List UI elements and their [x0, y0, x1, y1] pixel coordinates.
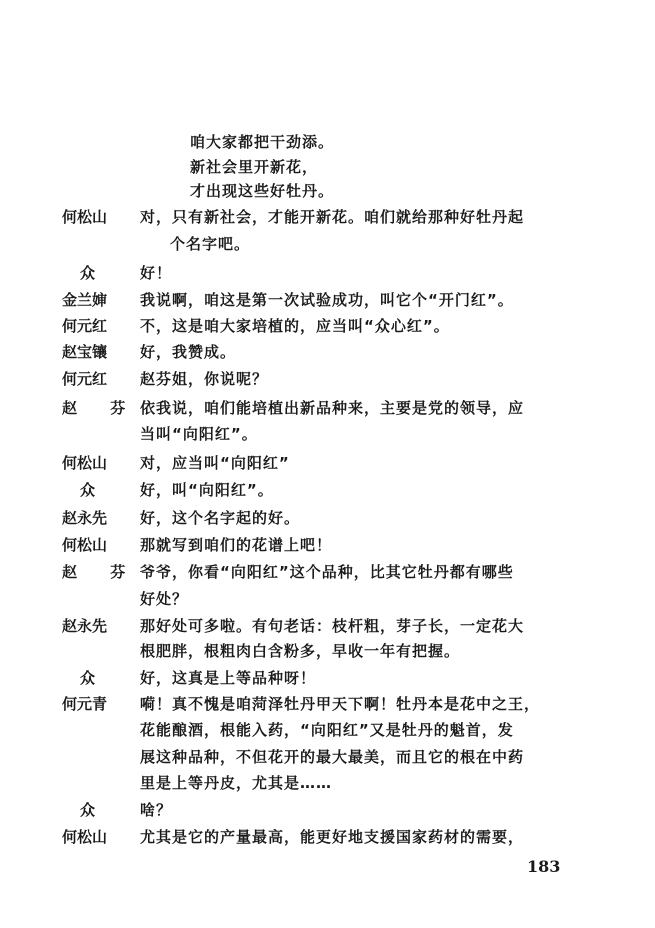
- dialogue-line: 啥？: [140, 801, 173, 819]
- dialogue-line: 我说啊，咱这是第一次试验成功，叫它个“开门红”。: [140, 291, 514, 309]
- speaker-name: 何元红: [62, 370, 108, 388]
- page-number: 183: [527, 857, 561, 876]
- speaker-name: 赵 芬: [62, 563, 140, 581]
- speaker-name: 何松山: [62, 536, 108, 554]
- dialogue-line: 依我说，咱们能培植出新品种来，主要是党的领导，应: [140, 399, 525, 417]
- speaker-name: 何松山: [62, 828, 108, 846]
- verse-line: 咱大家都把干劲添。: [190, 133, 335, 151]
- verse-line: 才出现这些好牡丹。: [190, 182, 335, 200]
- verse-line: 新社会里开新花，: [190, 158, 319, 176]
- speaker-name: 何松山: [62, 454, 108, 472]
- dialogue-line: 尤其是它的产量最高，能更好地支援国家药材的需要，: [140, 828, 525, 846]
- dialogue-line: 当叫“向阳红”。: [140, 425, 258, 443]
- speaker-name: 赵永先: [62, 509, 108, 527]
- dialogue-line: 好！: [140, 264, 173, 282]
- dialogue-line: 展这种品种，不但花开的最大最美，而且它的根在中药: [140, 748, 525, 766]
- dialogue-line: 嗬！真不愧是咱菏泽牡丹甲天下啊！牡丹本是花中之王，: [140, 695, 541, 713]
- dialogue-line: 对，只有新社会，才能开新花。咱们就给那种好牡丹起: [140, 208, 525, 226]
- speaker-name: 金兰婶: [62, 291, 108, 309]
- dialogue-line: 根肥胖，根粗肉白含粉多，早收一年有把握。: [140, 642, 461, 660]
- speaker-name: 众: [80, 264, 96, 282]
- dialogue-line: 花能酿酒，根能入药，“向阳红”又是牡丹的魁首，发: [140, 721, 514, 739]
- speaker-name: 众: [80, 801, 96, 819]
- speaker-name: 众: [80, 669, 96, 687]
- dialogue-line: 爷爷，你看“向阳红”这个品种，比其它牡丹都有哪些: [140, 563, 514, 581]
- dialogue-line: 好处？: [140, 590, 189, 608]
- speaker-name: 赵宝镶: [62, 343, 108, 361]
- speaker-name: 何松山: [62, 208, 108, 226]
- dialogue-line: 不，这是咱大家培植的，应当叫“众心红”。: [140, 317, 450, 335]
- dialogue-line: 好，叫“向阳红”。: [140, 481, 274, 499]
- speaker-name: 何元红: [62, 317, 108, 335]
- speaker-name: 何元青: [62, 695, 108, 713]
- dialogue-line: 好，这真是上等品种呀！: [140, 669, 317, 687]
- dialogue-line: 好，我赞成。: [140, 343, 237, 361]
- dialogue-line: 好，这个名字起的好。: [140, 509, 301, 527]
- dialogue-line: 那好处可多啦。有句老话：枝杆粗，芽子长，一定花大: [140, 617, 525, 635]
- dialogue-line: 个名字吧。: [170, 235, 251, 253]
- speaker-name: 众: [80, 481, 96, 499]
- dialogue-line: 那就写到咱们的花谱上吧！: [140, 536, 333, 554]
- dialogue-line: 里是上等丹皮，尤其是……: [140, 774, 333, 792]
- speaker-name: 赵永先: [62, 617, 108, 635]
- dialogue-line: 对，应当叫“向阳红”: [140, 454, 290, 472]
- speaker-name: 赵 芬: [62, 399, 140, 417]
- dialogue-line: 赵芬姐，你说呢？: [140, 370, 269, 388]
